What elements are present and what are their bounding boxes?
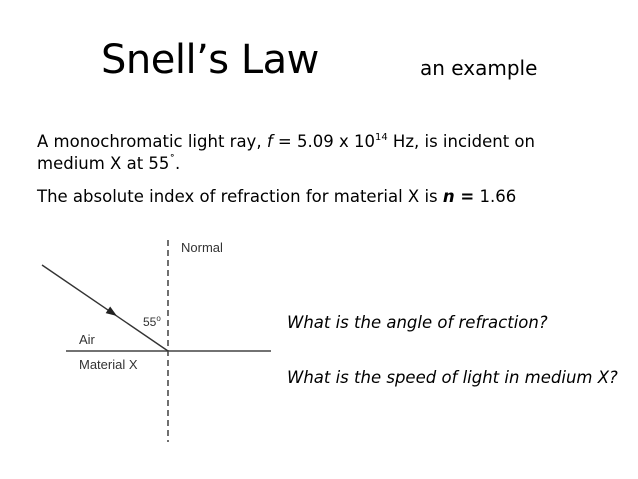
frequency-value: = 5.09 x 10 bbox=[272, 132, 375, 151]
problem-line2: medium X at 55 bbox=[37, 154, 170, 173]
slide-subtitle: an example bbox=[420, 56, 538, 80]
angle-label bbox=[143, 314, 161, 329]
slide-title: Snell’s Law bbox=[101, 37, 319, 83]
upper-medium-label: Air bbox=[79, 332, 95, 347]
problem-line1-prefix: A monochromatic light ray, bbox=[37, 132, 267, 151]
index-symbol: n = bbox=[442, 187, 475, 206]
degree-symbol: ˚ bbox=[169, 153, 175, 166]
frequency-exponent: 14 bbox=[374, 132, 388, 143]
problem-line2-end: . bbox=[174, 154, 181, 173]
problem-line1-suffix: Hz, is incident on bbox=[387, 132, 535, 151]
index-prefix: The absolute index of refraction for material X is bbox=[37, 187, 443, 206]
index-value: 1.66 bbox=[474, 187, 517, 206]
angle-value: 55 bbox=[143, 315, 157, 329]
lower-medium-label: Material X bbox=[79, 357, 138, 372]
ray-arrowhead-icon bbox=[106, 306, 120, 319]
question-speed-of-light: What is the speed of light in medium X? bbox=[287, 368, 618, 387]
question-refraction-angle: What is the angle of refraction? bbox=[287, 313, 548, 332]
frequency-symbol: f bbox=[266, 132, 273, 151]
angle-unit: o bbox=[156, 314, 161, 323]
normal-label: Normal bbox=[181, 240, 223, 255]
incident-ray bbox=[42, 265, 168, 351]
